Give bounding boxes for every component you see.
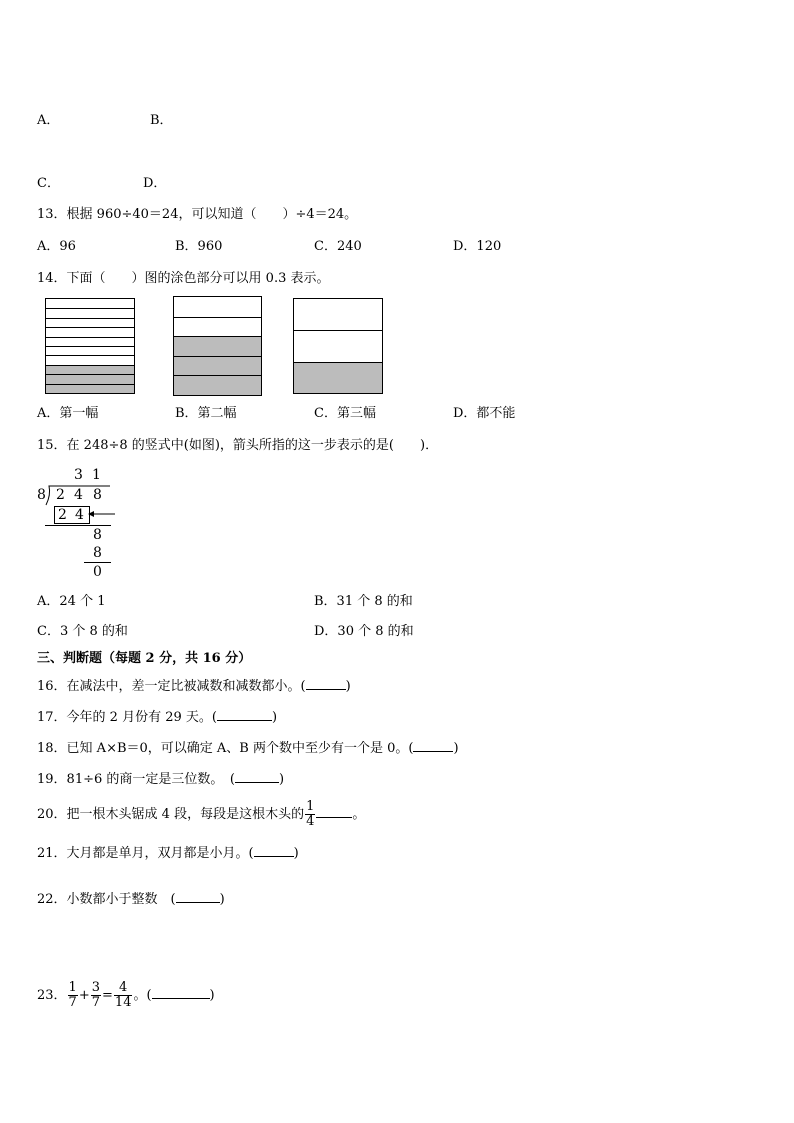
figure-1-part [46,355,134,364]
q20-end: 。 [352,807,366,822]
dividend-digit-2: 4 [74,487,83,503]
q20-text: 20．把一根木头锯成 4 段，每段是这根木头的 [37,807,305,822]
figure-1-part [46,318,134,327]
q21-text: 21．大月都是单月，双月都是小月。( [37,846,254,861]
q14-option-a[interactable]: A．第一幅 [37,406,99,421]
q23-label: 23． [37,988,67,1003]
q19-close: ) [278,772,285,787]
q14-option-c[interactable]: C．第三幅 [314,406,376,421]
figure-3-part [294,299,382,330]
quotient-digit-1: 3 [74,467,83,483]
q20-fraction [305,800,315,829]
q22-text: 22．小数都小于整数 ( [37,892,176,907]
q19 [37,770,284,788]
step3-digit: 8 [93,545,102,561]
q15-option-c[interactable]: C．3 个 8 的和 [37,624,128,639]
section-title: 三、判断题（每题 2 分，共 16 分） [37,651,252,666]
q17-answer-blank[interactable] [217,708,272,721]
q12-option-a[interactable]: A． [37,113,60,128]
step1-digit-1: 2 [58,507,67,523]
q15-option-d[interactable]: D．30 个 8 的和 [314,624,414,639]
division-line-1 [45,525,111,526]
q23-equals: = [102,988,113,1003]
q15-stem: 15．在 248÷8 的竖式中(如图)，箭头所指的这一步表示的是( )． [37,438,439,453]
q23-f2-denominator: 7 [91,995,101,1010]
q23-plus: + [78,988,90,1003]
q23-answer-blank[interactable] [152,986,210,999]
figure-1-part [46,308,134,317]
figure-3-part [294,362,382,393]
q13-stem: 13．根据 960÷40＝24，可以知道（ ）÷4＝24。 [37,207,358,222]
q17 [37,708,277,726]
figure-1-part [46,384,134,393]
dividend-digit-1: 2 [56,487,65,503]
arrow-icon [86,508,116,520]
q19-text: 19．81÷6 的商一定是三位数。 ( [37,772,235,787]
q15-option-a[interactable]: A．24 个 1 [37,594,106,609]
q18-close: ) [453,741,459,756]
q22-close: ) [219,892,225,907]
q14-figure-3 [293,298,383,394]
figure-1-part [46,365,134,374]
figure-1-part [46,374,134,383]
q18-answer-blank[interactable] [413,739,453,752]
q13-option-a[interactable]: A．96 [37,239,76,254]
figure-1-part [46,337,134,346]
q21-answer-blank[interactable] [254,844,294,857]
q14-option-b[interactable]: B．第二幅 [175,406,237,421]
q13-option-d[interactable]: D．120 [453,239,502,254]
q13-option-c[interactable]: C．240 [314,239,362,254]
q22 [37,890,225,908]
figure-2-part [174,317,261,337]
q12-option-d[interactable]: D． [143,176,167,191]
q18 [37,739,459,757]
q23-close: ) [209,988,215,1003]
q13-option-b[interactable]: B．960 [175,239,223,254]
q21-close: ) [293,846,299,861]
q12-option-c[interactable]: C． [37,176,60,191]
figure-3-part [294,330,382,361]
q23-f1-denominator: 7 [68,995,77,1010]
q14-stem: 14．下面（ ）图的涂色部分可以用 0.3 表示。 [37,271,330,286]
step1-digit-2: 4 [75,507,84,523]
q16-text: 16．在减法中，差一定比被减数和减数都小。( [37,679,306,694]
division-line-2 [84,562,111,563]
step2-digit: 8 [93,527,102,543]
q23-end: 。( [133,988,152,1003]
q20-answer-blank[interactable] [316,805,352,818]
q16-answer-blank[interactable] [306,677,346,690]
q22-answer-blank[interactable] [176,890,220,903]
q15-option-b[interactable]: B．31 个 8 的和 [314,594,413,609]
q23-f3-numerator: 4 [114,981,133,996]
q16 [37,677,351,695]
q14-option-d[interactable]: D．都不能 [453,406,516,421]
figure-2-part [174,375,261,395]
figure-1-part [46,346,134,355]
q23-f2-numerator: 3 [91,980,101,995]
q19-answer-blank[interactable] [235,770,279,783]
figure-2-part [174,297,261,317]
q23 [37,978,215,1014]
q23-fraction-1 [68,981,78,1010]
dividend-digit-3: 8 [93,487,102,503]
q23-f1-numerator: 1 [68,980,77,995]
q12-option-b[interactable]: B． [150,113,173,128]
remainder-digit: 0 [93,564,102,580]
figure-1-part [46,327,134,336]
q20-fraction-numerator: 1 [306,799,315,814]
q17-text: 17．今年的 2 月份有 29 天。( [37,710,217,725]
q18-text: 18．已知 A×B＝0，可以确定 A、B 两个数中至少有一个是 0。( [37,741,414,756]
q17-close: ) [271,710,278,725]
q23-f3-denominator: 14 [114,995,132,1010]
q14-figure-1 [45,298,135,394]
divisor: 8 [37,487,46,503]
q23-fraction-2 [91,981,101,1010]
figure-1-part [46,299,134,308]
q14-figure-2 [173,296,262,396]
q20 [37,799,365,831]
figure-2-part [174,356,261,376]
q16-close: ) [345,679,351,694]
q21 [37,844,299,862]
q20-fraction-denominator: 4 [306,814,315,829]
q23-fraction-3 [114,981,133,1010]
figure-2-part [174,336,261,356]
quotient-digit-2: 1 [92,467,101,483]
